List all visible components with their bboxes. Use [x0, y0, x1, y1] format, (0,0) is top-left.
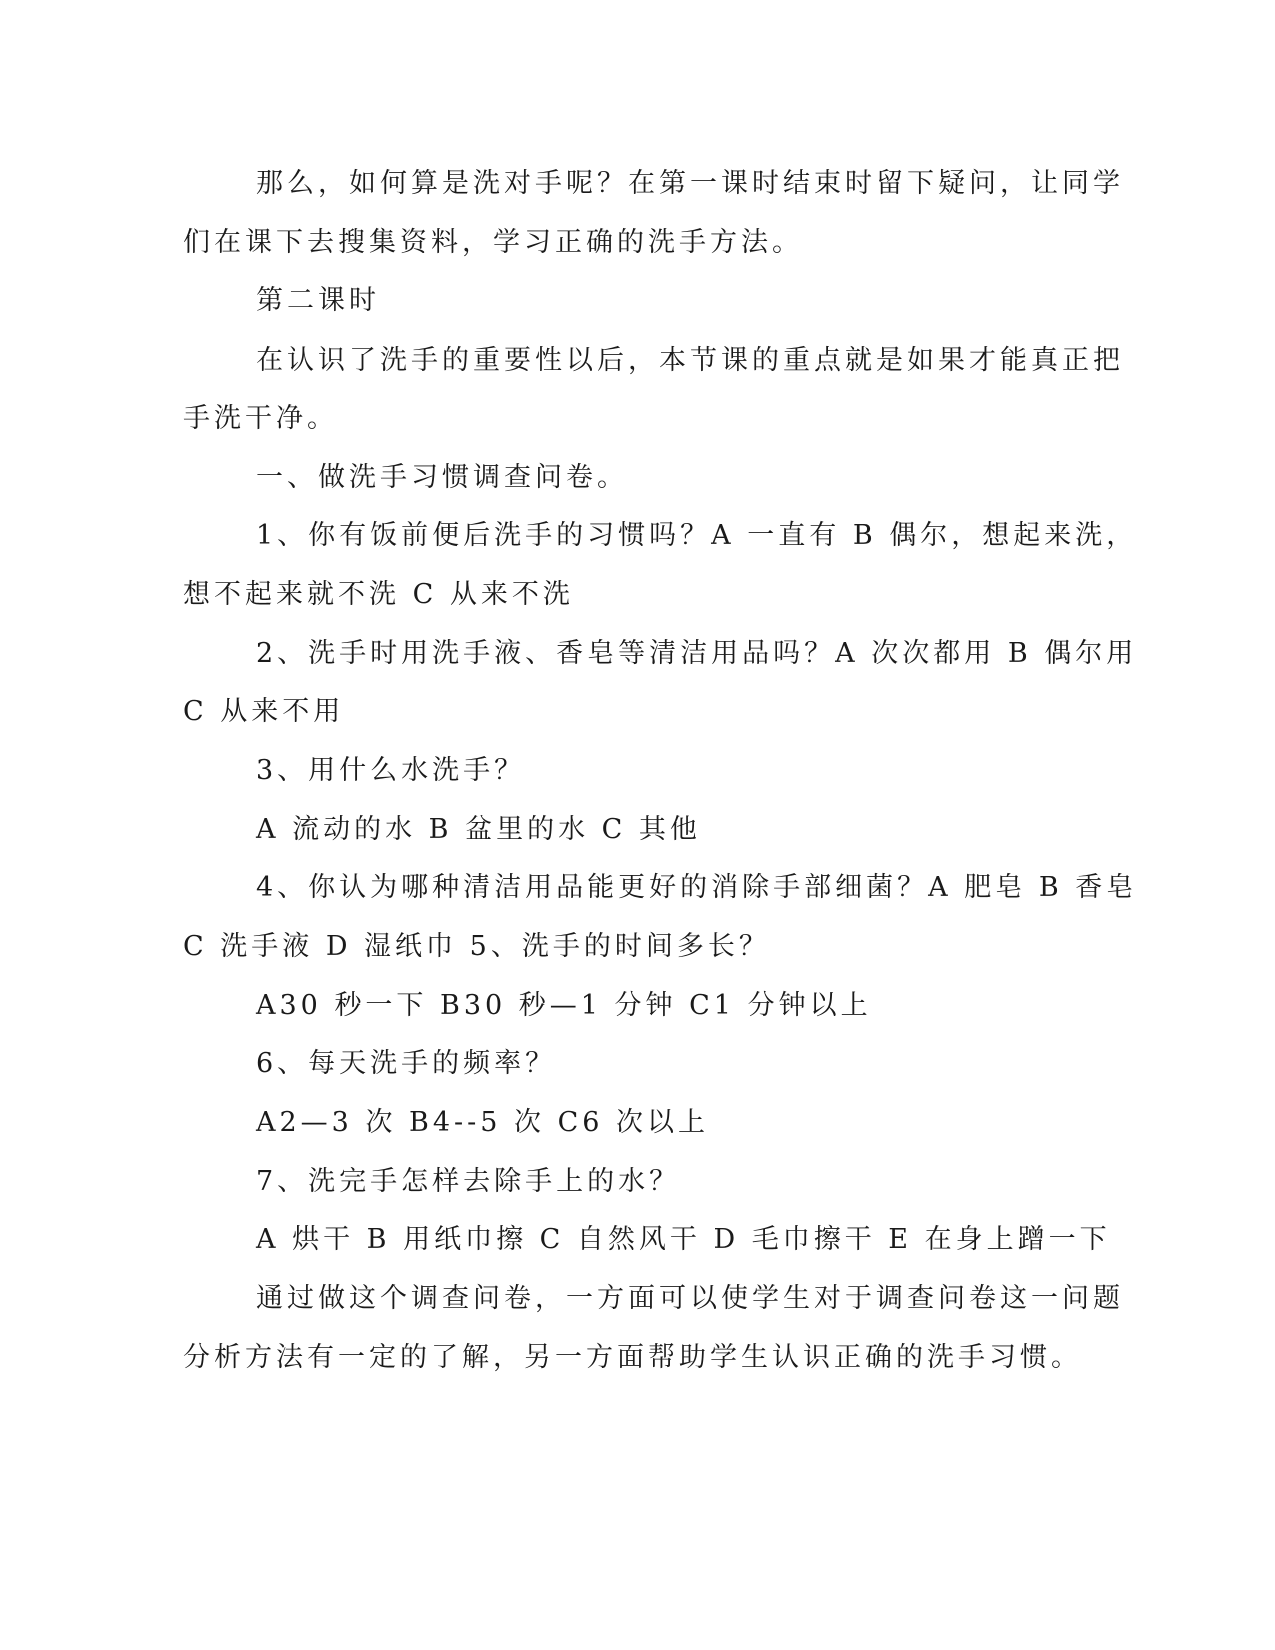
paragraph-line: 们在课下去搜集资料，学习正确的洗手方法。 — [183, 227, 803, 258]
paragraph-line: 那么，如何算是洗对手呢？在第一课时结束时留下疑问，让同学 — [256, 168, 1124, 199]
answer-options: A30 秒一下 B30 秒—1 分钟 C1 分钟以上 — [256, 990, 872, 1021]
question-line: 6、每天洗手的频率？ — [256, 1048, 557, 1079]
question-line: 想不起来就不洗 C 从来不洗 — [183, 579, 574, 610]
answer-options: A 烘干 B 用纸巾擦 C 自然风干 D 毛巾擦干 E 在身上蹭一下 — [256, 1224, 1111, 1255]
question-line: 2、洗手时用洗手液、香皂等清洁用品吗？A 次次都用 B 偶尔用 — [256, 638, 1138, 669]
paragraph-line: 通过做这个调查问卷，一方面可以使学生对于调查问卷这一问题 — [256, 1283, 1124, 1314]
section-heading: 第二课时 — [256, 285, 380, 316]
paragraph-line: 在认识了洗手的重要性以后，本节课的重点就是如果才能真正把 — [256, 345, 1124, 376]
answer-options: A2—3 次 B4--5 次 C6 次以上 — [256, 1107, 710, 1138]
question-line: C 洗手液 D 湿纸巾 5、洗手的时间多长？ — [183, 931, 770, 962]
question-line: 4、你认为哪种清洁用品能更好的消除手部细菌？A 肥皂 B 香皂 — [256, 872, 1138, 903]
paragraph-line: 分析方法有一定的了解，另一方面帮助学生认识正确的洗手习惯。 — [183, 1342, 1082, 1373]
list-heading: 一、做洗手习惯调查问卷。 — [256, 462, 628, 493]
question-line: 3、用什么水洗手？ — [256, 755, 526, 786]
answer-options: A 流动的水 B 盆里的水 C 其他 — [256, 814, 701, 845]
paragraph-line: 手洗干净。 — [183, 403, 338, 434]
question-line: C 从来不用 — [183, 696, 345, 727]
question-line: 7、洗完手怎样去除手上的水？ — [256, 1166, 681, 1197]
question-line: 1、你有饭前便后洗手的习惯吗？A 一直有 B 偶尔，想起来洗， — [256, 520, 1138, 551]
